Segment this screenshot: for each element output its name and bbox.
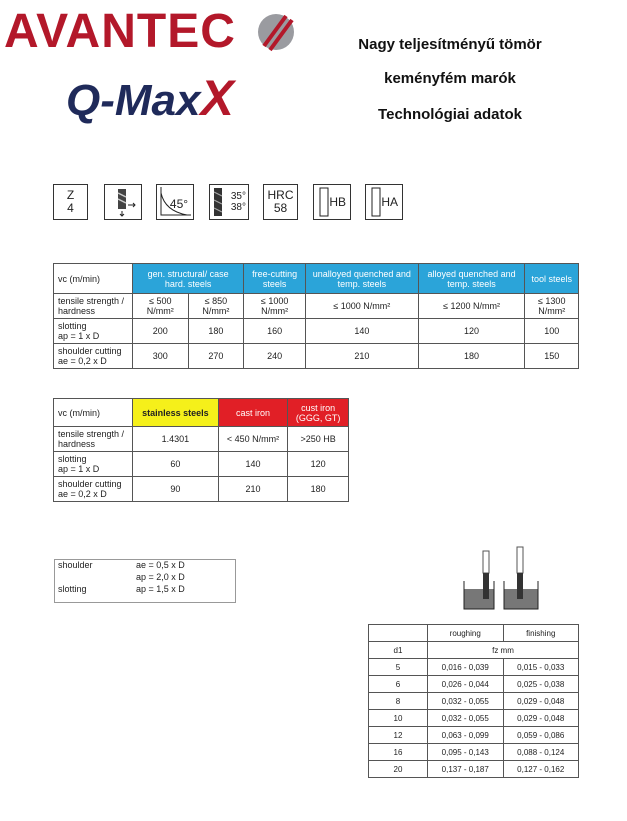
table-cell: 100 [525,319,579,344]
product-main: Q-Max [66,76,201,125]
slotting-sub: ap = 1 x D [58,464,100,474]
table-cell: ≤ 1000 N/mm² [244,294,306,319]
table-cell: ≤ 500 N/mm² [133,294,189,319]
table-cell: 10 [369,710,428,727]
table-cell: 150 [525,344,579,369]
table-cell: 210 [218,477,288,502]
doc-slotting-label: slotting [58,584,87,594]
table-cell: 0,059 - 0,086 [503,727,579,744]
depth-of-cut-table [54,559,234,595]
shank-ha-icon [365,184,403,220]
table-cell: >250 HB [288,427,349,452]
table-cell: 120 [418,319,525,344]
table-cell: 140 [306,319,419,344]
feed-per-tooth-table [368,624,579,778]
table2-header-cust-iron [288,399,349,427]
table-cell: 0,016 - 0,039 [428,659,504,676]
slotting-sub: ap = 1 x D [58,331,100,341]
helix-angle-icon [209,184,249,220]
title-line-1: Nagy teljesítményű tömör [358,36,542,53]
table-cell: 0,025 - 0,038 [503,676,579,693]
table-cell: 180 [288,477,349,502]
table-cell: 0,026 - 0,044 [428,676,504,693]
table-cell: 180 [188,319,244,344]
table-cell: 0,127 - 0,162 [503,761,579,778]
fz-unit: fz mm [428,642,579,659]
fz-header-roughing: roughing [428,625,504,642]
table-cell: 270 [188,344,244,369]
doc-empty [54,571,132,583]
angle-label: 45° [169,197,189,211]
table-cell: 1.4301 [133,427,219,452]
table2-header-stainless: stainless steels [133,399,219,427]
table-cell: 0,029 - 0,048 [503,693,579,710]
shoulder-sub: ae = 0,2 x D [58,356,107,366]
table1-header-unalloyed: unalloyed quenched and temp. steels [306,264,419,294]
table2-shoulder-label [54,477,133,502]
helix-values [231,191,246,213]
table-cell: 6 [369,676,428,693]
doc-shoulder-label: shoulder [58,560,93,570]
table-cell: 300 [133,344,189,369]
hrc-label: HRC [267,188,294,202]
cust-iron-sub: (GGG, GT) [295,412,341,423]
table2-corner: vc (m/min) [54,399,133,427]
tool-engagement-illustration [462,545,542,611]
table-cell: 0,015 - 0,033 [503,659,579,676]
table2-slotting-label [54,452,133,477]
table1-header-structural: gen. structural/ case hard. steels [133,264,244,294]
table-cell: 8 [369,693,428,710]
table-cell: 240 [244,344,306,369]
brand-circle-icon [256,12,296,52]
table1-header-free-cutting: free-cutting steels [244,264,306,294]
table-cell: 16 [369,744,428,761]
table-cell: 210 [306,344,419,369]
cutting-speed-table-steels [53,263,579,369]
table1-shoulder-label [54,344,133,369]
ha-label: HA [381,195,398,209]
table-cell: 120 [288,452,349,477]
doc-shoulder-ae: ae = 0,5 x D [136,560,185,570]
table-cell: ≤ 1300 N/mm² [525,294,579,319]
table-cell: 0,088 - 0,124 [503,744,579,761]
cust-iron-label: cust iron [301,402,336,413]
doc-shoulder-ap: ap = 2,0 x D [136,572,185,582]
fz-header-finishing: finishing [503,625,579,642]
table-cell: 180 [418,344,525,369]
mill-direction-icon [104,184,142,220]
product-name [66,72,234,127]
table-cell: 200 [133,319,189,344]
hb-label: HB [329,195,346,209]
table-cell: ≤ 1200 N/mm² [418,294,525,319]
hrc-value: 58 [273,201,288,215]
cutting-speed-table-other [53,398,349,502]
table-cell: 0,063 - 0,099 [428,727,504,744]
table-cell: 0,032 - 0,055 [428,710,504,727]
table-cell: 5 [369,659,428,676]
table-cell: ≤ 850 N/mm² [188,294,244,319]
helix-value-1: 35° [230,191,246,202]
table2-tensile-label: tensile strength / hardness [54,427,133,452]
table-cell: 0,137 - 0,187 [428,761,504,778]
flutes-icon [53,184,88,220]
shoulder-label: shoulder cutting [58,346,122,356]
product-x: X [200,70,234,126]
brand-logo-text: AVANTEC [4,5,236,58]
table2-header-cast-iron: cast iron [218,399,288,427]
angle-45-icon [156,184,194,220]
table1-header-tool: tool steels [525,264,579,294]
table-cell: 160 [244,319,306,344]
table-cell: 90 [133,477,219,502]
title-line-2: keményfém marók [384,70,516,87]
flutes-label: Z [66,188,75,202]
table-cell: 20 [369,761,428,778]
table-cell: 12 [369,727,428,744]
slotting-label: slotting [58,454,87,464]
slotting-label: slotting [58,321,87,331]
table1-corner: vc (m/min) [54,264,133,294]
fz-d1-label: d1 [369,642,428,659]
hrc-icon [263,184,298,220]
table1-header-alloyed: alloyed quenched and temp. steels [418,264,525,294]
title-line-3: Technológiai adatok [378,106,522,123]
shoulder-label: shoulder cutting [58,479,122,489]
shoulder-sub: ae = 0,2 x D [58,489,107,499]
fz-corner [369,625,428,642]
flutes-count: 4 [67,201,74,215]
table-cell: 0,029 - 0,048 [503,710,579,727]
table1-tensile-label: tensile strength / hardness [54,294,133,319]
table-cell: ≤ 1000 N/mm² [306,294,419,319]
helix-value-2: 38° [230,202,246,213]
shank-hb-icon [313,184,351,220]
table-cell: 0,032 - 0,055 [428,693,504,710]
table-cell: 0,095 - 0,143 [428,744,504,761]
doc-slotting-ap: ap = 1,5 x D [136,584,185,594]
table-cell: 60 [133,452,219,477]
table-cell: 140 [218,452,288,477]
table-cell: < 450 N/mm² [218,427,288,452]
table1-slotting-label [54,319,133,344]
